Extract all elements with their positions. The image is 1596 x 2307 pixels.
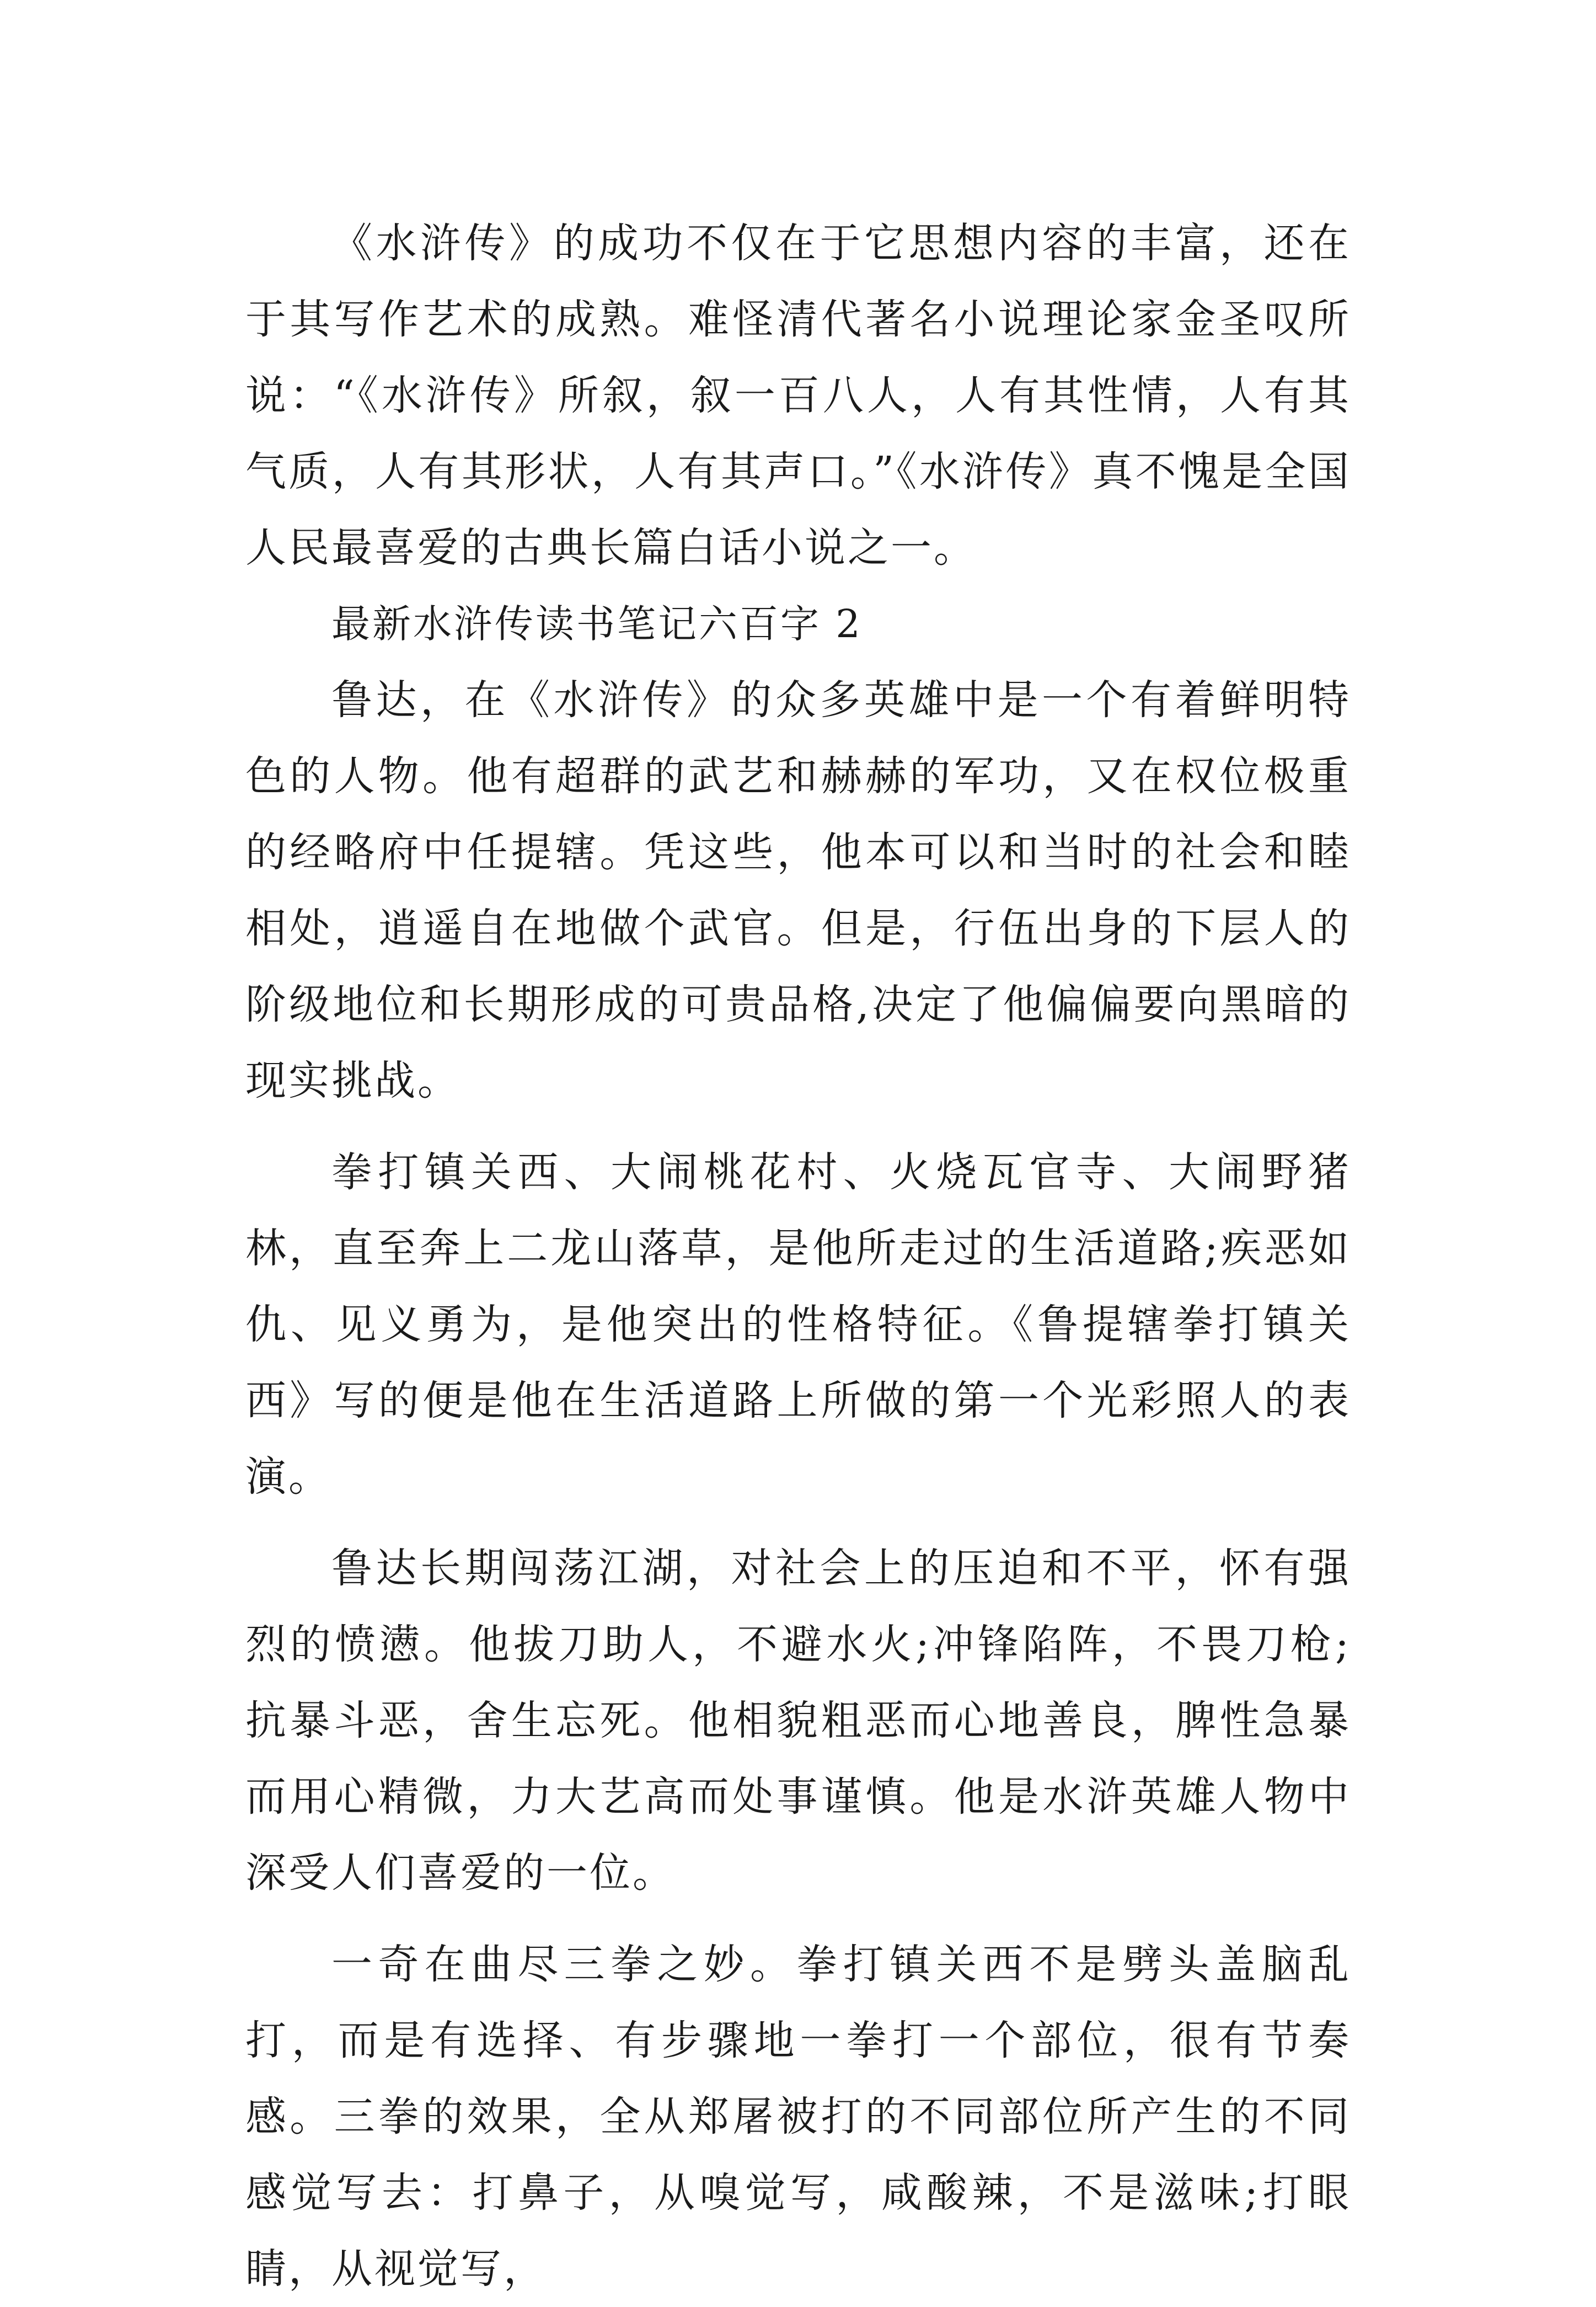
paragraph-three-punches: 一奇在曲尽三拳之妙。拳打镇关西不是劈头盖脑乱打，而是有选择、有步骤地一拳打一个部位，很有节奏感。三拳的效果，全从郑屠被打的不同部位所产生的不同感觉写去：打鼻子，从嗅觉写，咸酸辣，不是滋味;打眼睛，从视觉写， [245,1941,1351,2293]
document-body [245,205,1351,2307]
paragraph-intro: 《水浒传》的成功不仅在于它思想内容的丰富，还在于其写作艺术的成熟。难怪清代著名小说理论家金圣叹所说：“《水浒传》所叙，叙一百八人，人有其性情，人有其气质，人有其形状，人有其声口。”《水浒传》真不愧是全国人民最喜爱的古典长篇白话小说之一。 [245,220,1351,572]
paragraph-luda-intro: 鲁达，在《水浒传》的众多英雄中是一个有着鲜明特色的人物。他有超群的武艺和赫赫的军功，又在权位极重的经略府中任提辖。凭这些，他本可以和当时的社会和睦相处，逍遥自在地做个武官。但是，行伍出身的下层人的阶级地位和长期形成的可贵品格,决定了他偏偏要向黑暗的现实挑战。 [245,676,1351,1104]
section-heading: 最新水浒传读书笔记六百字 2 [331,601,863,647]
paragraph-life-road: 拳打镇关西、大闹桃花村、火烧瓦官寺、大闹野猪林，直至奔上二龙山落草，是他所走过的生活道路;疾恶如仇、见义勇为，是他突出的性格特征。《鲁提辖拳打镇关西》写的便是他在生活道路上所做的第一个光彩照人的表演。 [245,1149,1351,1500]
paragraph-character: 鲁达长期闯荡江湖，对社会上的压迫和不平，怀有强烈的愤懑。他拔刀助人，不避水火;冲锋陷阵，不畏刀枪;抗暴斗恶，舍生忘死。他相貌粗恶而心地善良，脾性急暴而用心精微，力大艺高而处事谨慎。他是水浒英雄人物中深受人们喜爱的一位。 [245,1545,1351,1897]
